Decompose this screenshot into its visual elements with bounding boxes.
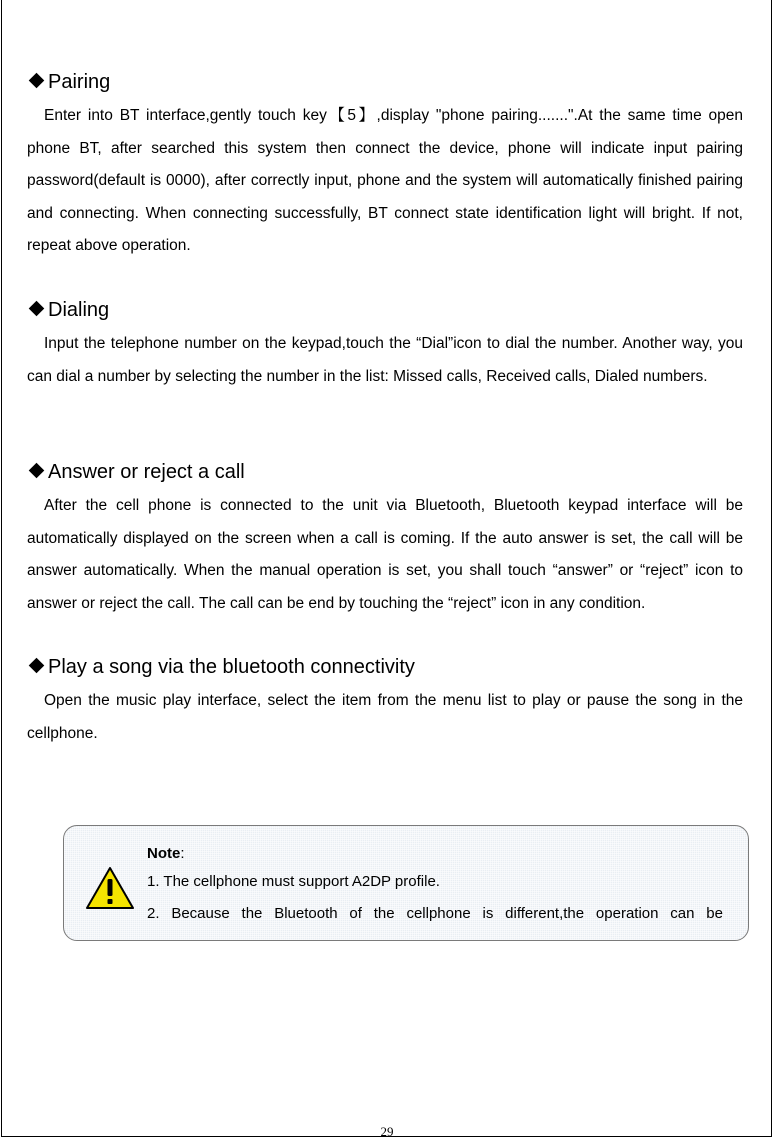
note-title: Note: — [147, 845, 185, 862]
heading-text: Dialing — [48, 299, 110, 321]
section-heading-dialing — [27, 298, 743, 322]
section-heading-answer-reject — [27, 460, 743, 484]
heading-text: Play a song via the bluetooth connectivity — [48, 656, 415, 678]
section-answer-reject — [27, 460, 743, 620]
note-line-2: 2. Because the Bluetooth of the cellphone is different,the operation can be — [147, 905, 723, 922]
paragraph-play-song: Open the music play interface, select the item from the menu list to play or pause the song in the cellphone. — [27, 692, 743, 742]
section-heading-pairing — [27, 70, 743, 94]
diamond-bullet-icon — [29, 658, 45, 674]
section-dialing — [27, 298, 743, 393]
section-pairing — [27, 70, 743, 263]
paragraph-pairing: Enter into BT interface,gently touch key【5】,display "phone pairing.......".At the same time open phone BT, after searched this system then connect the device, phone will indicate input pairing password(default is 0000), after correctly input, phone and the system will automatically finished pairing and connecting. When connecting successfully, BT connect state identification light will bright. If not, repeat above operation. — [27, 107, 743, 254]
diamond-bullet-icon — [29, 463, 45, 479]
heading-text: Pairing — [48, 71, 111, 93]
note-box — [63, 825, 749, 941]
heading-text: Answer or reject a call — [48, 461, 245, 483]
paragraph-dialing: Input the telephone number on the keypad,touch the “Dial”icon to dial the number. Another way, you can dial a number by selecting the number in the list: Missed calls, Received calls, Dialed numbers. — [27, 335, 743, 385]
note-text — [147, 842, 723, 930]
note-line-1: 1. The cellphone must support A2DP profile. — [147, 873, 440, 890]
warning-triangle-icon — [85, 866, 135, 910]
diamond-bullet-icon — [29, 301, 45, 317]
section-heading-play-song — [27, 655, 743, 679]
paragraph-answer-reject: After the cell phone is connected to the unit via Bluetooth, Bluetooth keypad interface will be automatically displayed on the screen when a call is coming. If the auto answer is set, the call will be answer automatically. When the manual operation is set, you shall touch “answer” or “reject” icon to answer or reject the call. The call can be end by touching the “reject” icon in any condition. — [27, 497, 743, 612]
diamond-bullet-icon — [29, 73, 45, 89]
section-play-song — [27, 655, 743, 750]
page-number: 29 — [380, 1124, 394, 1139]
